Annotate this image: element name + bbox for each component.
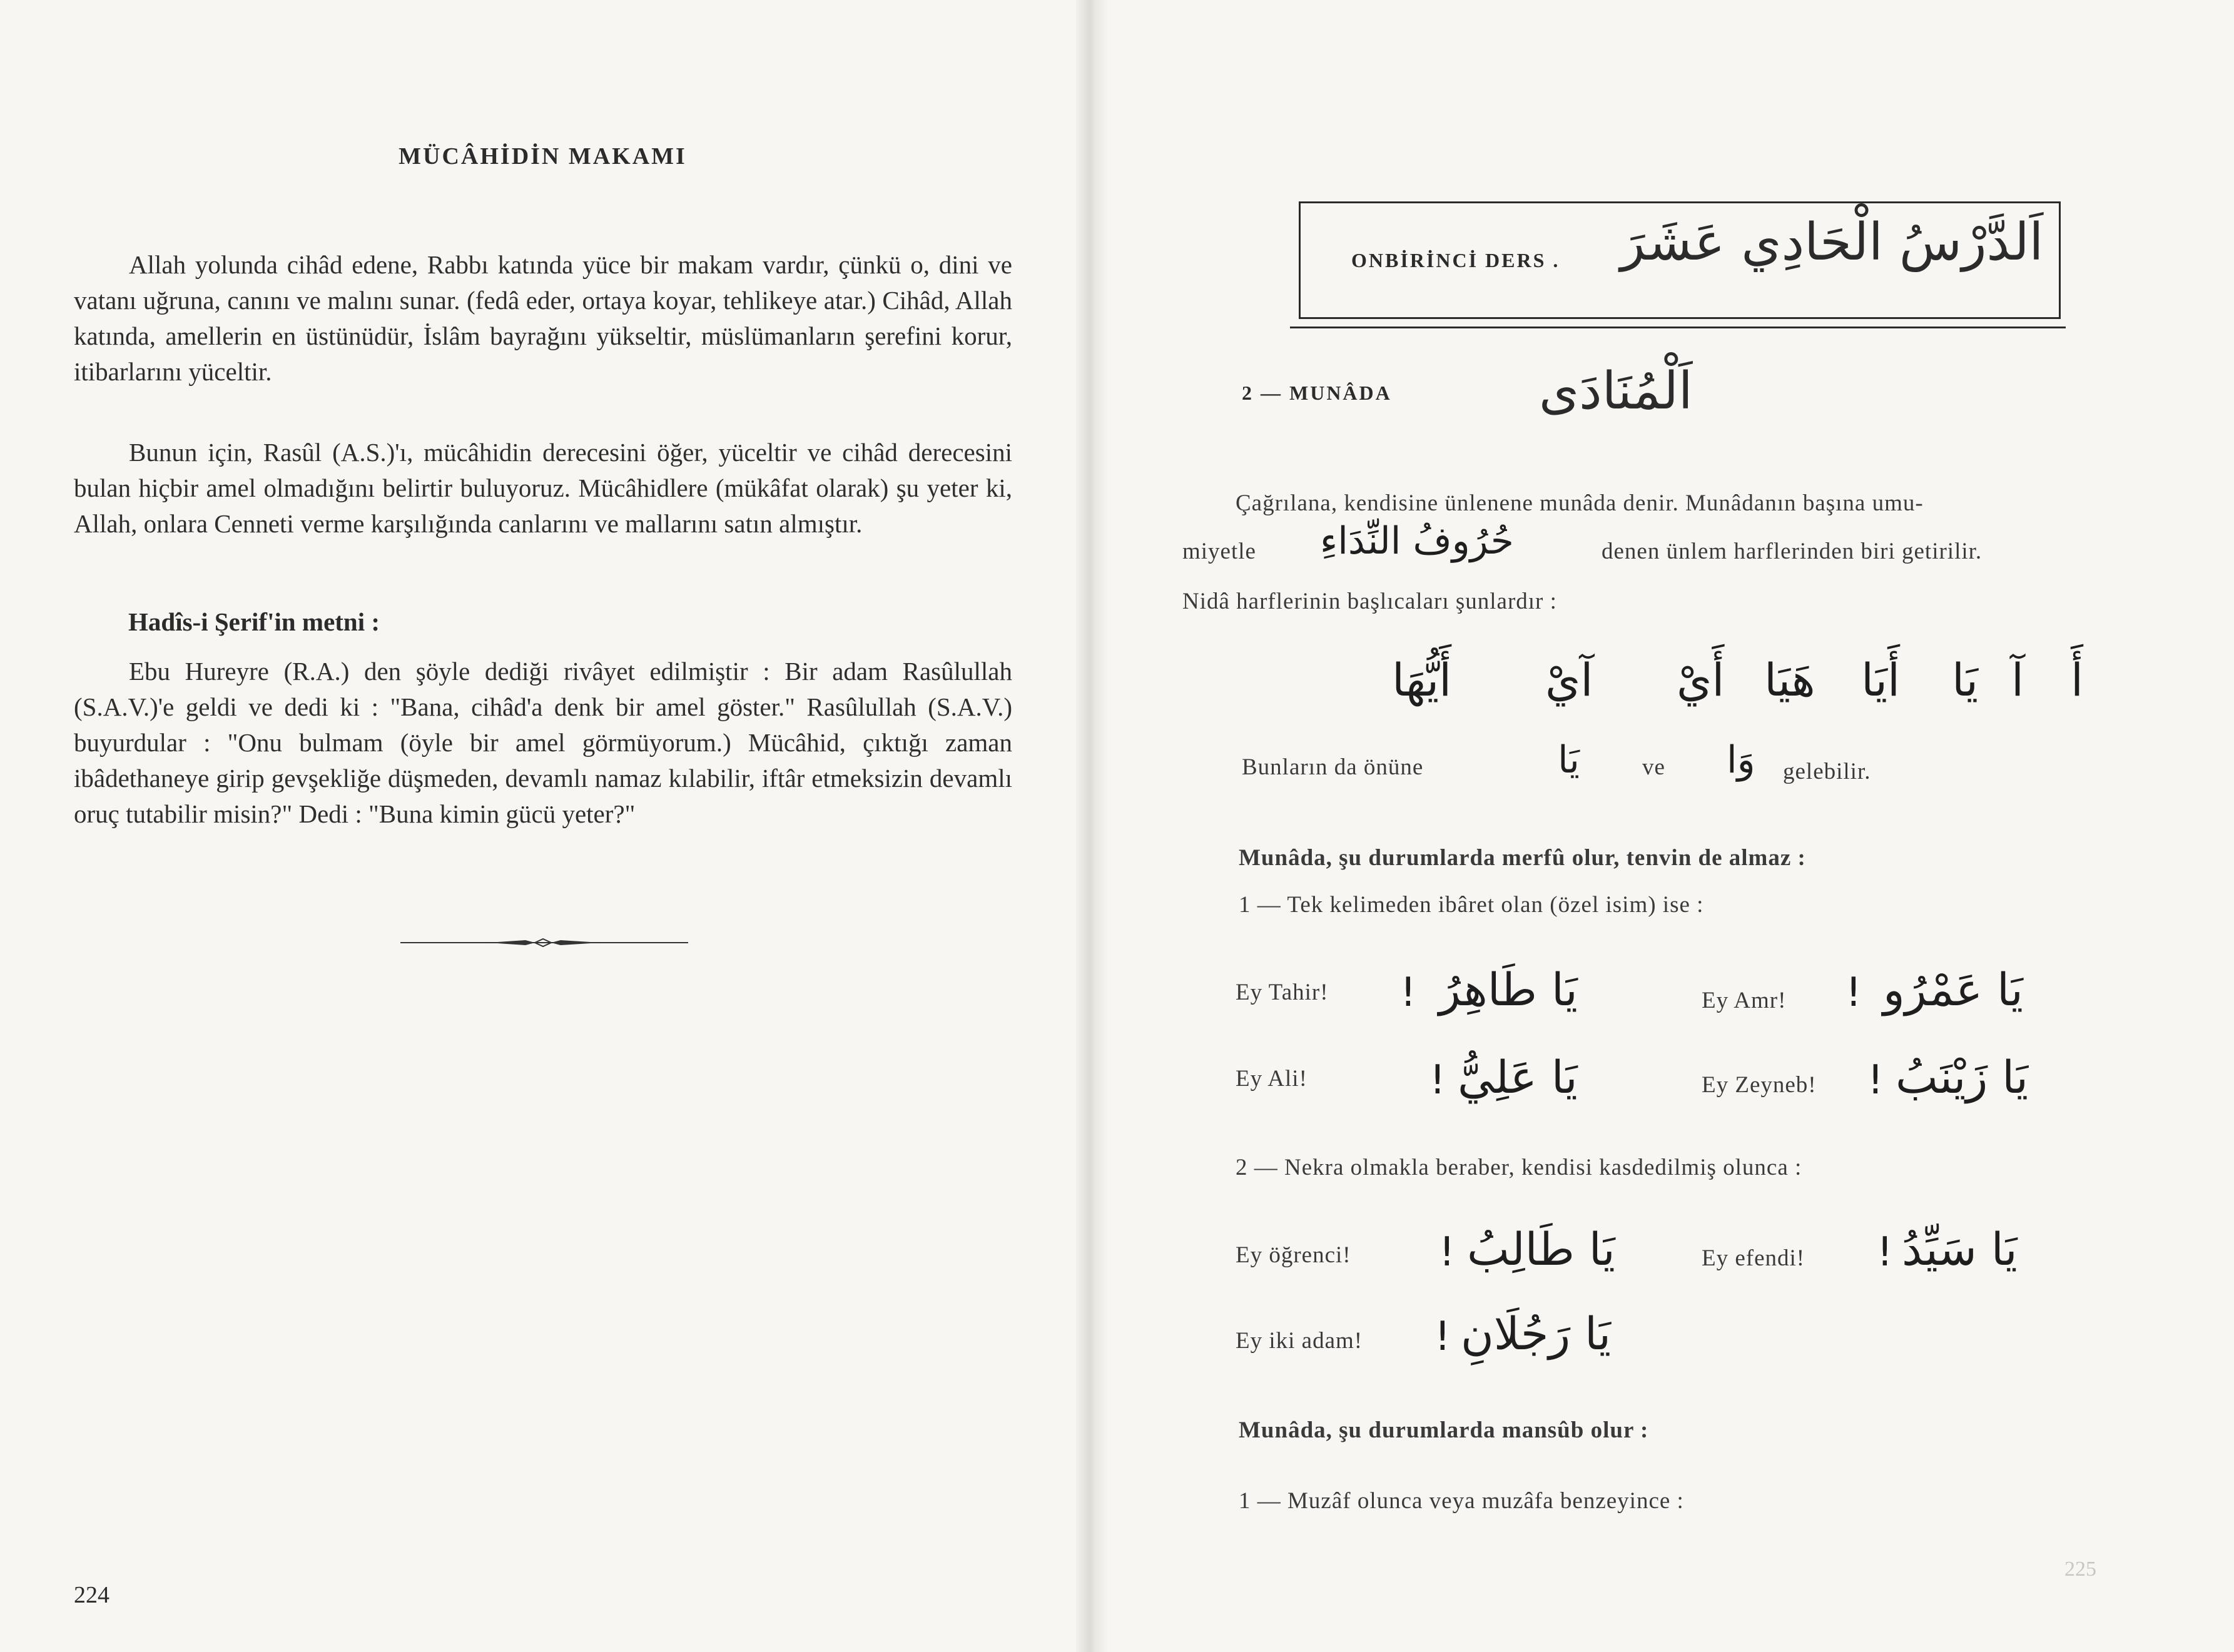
nida-letter: أَ [2071,654,2084,706]
example-label: Ey efendi! [1702,1245,1805,1271]
paragraph-2 [74,435,1012,542]
nida-letter: آيْ [1545,654,1593,706]
nida-letter: أَيَا [1861,654,1900,706]
exclamation: ! [1434,1314,1451,1360]
exclamation: ! [1877,1229,1893,1275]
example-label: Ey Amr! [1702,988,1787,1013]
example-arabic: يَا رَجُلَانِ [1461,1307,1611,1360]
intro-arabic: حُرُوفُ النِّدَاءِ [1320,519,1514,563]
lesson-arabic-title: اَلدَّرْسُ الْحَادِي عَشَرَ [1620,213,2044,272]
bunlarin-ve: ve [1642,754,1665,780]
mansub-heading: Munâda, şu durumlarda mansûb olur : [1239,1417,1649,1443]
nida-letter: هَيَا [1764,654,1815,706]
example-label: Ey Ali! [1236,1066,1307,1092]
exclamation: ! [1429,1057,1446,1103]
lesson-label: ONBİRİNCİ DERS . [1351,249,1560,271]
bunlarin-wa: وَا [1727,738,1755,782]
munada-heading: 2 — MUNÂDA [1242,382,1392,404]
example-arabic: يَا عَمْرُو [1883,963,2023,1016]
hadis-paragraph [74,654,1012,832]
page-title: MÜCÂHİDİN MAKAMI [399,143,687,170]
exclamation: ! [1439,1229,1455,1275]
example-arabic: يَا طَالِبُ [1467,1223,1615,1275]
exclamation: ! [1846,970,1862,1016]
intro-prefix: miyetle [1182,539,1256,564]
nida-letter: يَا [1952,654,1978,706]
example-arabic: يَا طَاهِرُ [1439,963,1578,1016]
hadis-text: Ebu Hureyre (R.A.) den şöyle dediği rivâyet edilmiştir : Bir adam Rasûlullah (S.A.V.)'e geldi ve dedi ki : "Bana, cihâd'a denk bir amel göster." Rasûlullah (S.A.V.) buyurdular : "Onu bulmam (öyle bir amel görmüyorum.) Mücâhid, çıktığı zaman ibâdethaneye girip gevşekliğe düşmeden, devamlı namaz kılabilir, iftâr etmeksizin devamlı oruç tutabilir misin?" Dedi : "Buna kimin gücü yeter?" [74,657,1012,828]
paragraph-2-text: Bunun için, Rasûl (A.S.)'ı, mücâhidin derecesini öğer, yüceltir ve cihâd derecesini bulan hiçbir amel olmadığını belirtir buluyoruz. Mücâhidlere (mükâfat olarak) şu yeter ki, Allah, onlara Cenneti verme karşılığında canlarını ve mallarını satın almıştır. [74,438,1012,538]
intro-line-3: Nidâ harflerinin başlıcaları şunlardır : [1182,589,1557,614]
merfu-item-2: 2 — Nekra olmakla beraber, kendisi kasdedilmiş olunca : [1236,1155,1802,1180]
example-label: Ey Zeyneb! [1702,1072,1817,1098]
merfu-heading: Munâda, şu durumlarda merfû olur, tenvin de almaz : [1239,845,1806,871]
bunlarin-suffix: gelebilir. [1783,759,1871,784]
merfu-item-1: 1 — Tek kelimeden ibâret olan (özel isim) ise : [1239,892,1704,918]
example-arabic: يَا زَيْنَبُ [1896,1051,2029,1103]
exclamation: ! [1400,970,1416,1016]
paragraph-1-text: Allah yolunda cihâd edene, Rabbı katında yüce bir makam vardır, çünkü o, dini ve vatanı uğruna, canını ve malını sunar. (fedâ eder, ortaya koyar, tehlikeye atar.) Cihâd, Allah katında, amellerin en üstünüdür, İslâm bayrağını yükseltir, müslümanların şerefini korur, itibarlarını yüceltir. [74,250,1012,386]
nida-letter: أَيْ [1677,654,1725,706]
lesson-box-underline [1290,327,2066,328]
nida-letter: أَيُّهَا [1392,654,1452,706]
hadis-heading: Hadîs-i Şerif'in metni : [128,607,380,636]
book-gutter [1076,0,1107,1652]
example-arabic: يَا سَيِّدُ [1902,1223,2018,1275]
intro-suffix: denen ünlem harflerinden biri getirilir. [1602,539,1983,564]
example-arabic: يَا عَلِيُّ [1458,1051,1578,1103]
example-label: Ey öğrenci! [1236,1242,1351,1268]
page-number-left: 224 [74,1582,109,1608]
ornament-divider [400,936,688,949]
example-label: Ey iki adam! [1236,1328,1363,1354]
paragraph-1 [74,247,1012,390]
bunlarin-prefix: Bunların da önüne [1242,754,1424,780]
mansub-item-1: 1 — Muzâf olunca veya muzâfa benzeyince : [1239,1488,1684,1514]
bunlarin-ya: يَا [1558,738,1580,782]
page-number-right: 225 [2064,1558,2096,1581]
intro-line-1: Çağrılana, kendisine ünlenene munâda denir. Munâdanın başına umu- [1236,490,1924,516]
example-label: Ey Tahir! [1236,980,1329,1005]
exclamation: ! [1867,1057,1884,1103]
nida-letter: آ [2011,654,2024,706]
munada-arabic: اَلْمُنَادَى [1539,362,1693,421]
